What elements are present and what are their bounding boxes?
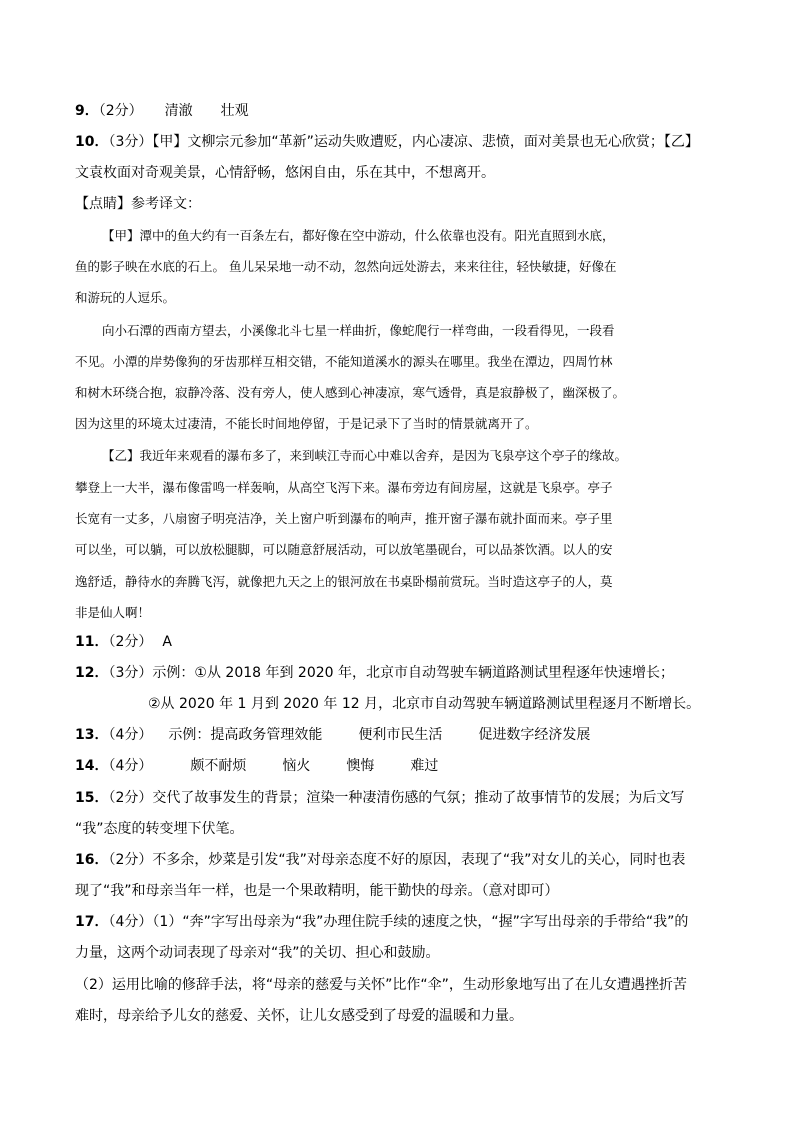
- translation-jia-line: 【甲】潭中的鱼大约有一百条左右，都好像在空中游动，什么依靠也没有。阳光直照到水底，: [102, 228, 615, 243]
- q14-answer-2: 恼火: [282, 758, 311, 774]
- q10-line-1: [75, 133, 699, 151]
- q17-line-2: 力量，这两个动词表现了母亲对“我”的关切、担心和鼓励。: [75, 945, 440, 961]
- q12-number: 12．: [75, 665, 109, 681]
- translation-jia-line: 和游玩的人逗乐。: [75, 290, 176, 305]
- q9-number: 9．: [75, 103, 99, 119]
- q9-line: [75, 102, 249, 120]
- q10-text-1: 【甲】文柳宗元参加“革新”运动失败遭贬，内心凄凉、悲愤，面对美景也无心欣赏；【乙】: [152, 134, 699, 150]
- translation-yi-line: 逸舒适，静待水的奔腾飞泻，就像把九天之上的银河放在书桌卧榻前赏玩。当时造这亭子的人，莫: [75, 574, 613, 589]
- q9-answer-2: 壮观: [220, 103, 249, 119]
- translation-jia-line: 向小石潭的西南方望去，小溪像北斗七星一样曲折，像蛇爬行一样弯曲，一段看得见，一段看: [102, 323, 615, 338]
- q13-answer-3: 促进数字经济发展: [478, 727, 591, 743]
- q17-number: 17．: [75, 914, 109, 930]
- q14-answer-3: 懊悔: [346, 758, 375, 774]
- q15-line-1: [75, 789, 684, 807]
- q17-line-3: （2）运用比喻的修辞手法，将“母亲的慈爱与关怀”比作“伞”，生动形象地写出了在儿女遭遇挫折苦: [75, 977, 687, 993]
- q13-answer-2: 便利市民生活: [358, 727, 443, 743]
- translation-yi-line: 【乙】我近年来观看的瀑布多了，来到峡江寺而心中难以舍弃，是因为飞泉亭这个亭子的缘故。: [102, 448, 628, 463]
- q15-line-2: “我”态度的转变埋下伏笔。: [75, 821, 244, 837]
- q13-score: （4分）: [108, 727, 153, 743]
- q14-answer-4: 难过: [410, 758, 439, 774]
- q14-line: [75, 757, 438, 775]
- q16-number: 16．: [75, 852, 109, 868]
- translation-yi-line: 长宽有一丈多，八扇窗子明亮洁净，关上窗户听到瀑布的响声，推开窗子瀑布就扑面而来。亭子里: [75, 511, 613, 526]
- q17-text-1: （1）“奔”字写出母亲为“我”办理住院手续的速度之快，“握”字写出母亲的手带给“我”的: [152, 914, 689, 930]
- q14-answer-1: 颇不耐烦: [190, 758, 247, 774]
- q14-score: （4分）: [108, 758, 153, 774]
- q15-number: 15．: [75, 790, 109, 806]
- q11-score: （2分）: [108, 634, 153, 650]
- q17-score: （4分）: [108, 914, 153, 930]
- translation-yi-line: 可以坐，可以躺，可以放松腿脚，可以随意舒展活动，可以放笔墨砚台，可以品茶饮酒。以人的安: [75, 542, 613, 557]
- q10-line-2: 文袁枚面对奇观美景，心情舒畅，悠闲自由，乐在其中，不想离开。: [75, 165, 495, 181]
- q16-line-2: 现了“我”和母亲当年一样，也是一个果敢精明，能干勤快的母亲。（意对即可）: [75, 883, 559, 899]
- translation-yi-line: 攀登上一大半，瀑布像雷鸣一样轰响，从高空飞泻下来。瀑布旁边有间房屋，这就是飞泉亭。亭子: [75, 480, 613, 495]
- q13-answer-1: 示例：提高政务管理效能: [168, 727, 323, 743]
- q17-line-4: 难时，母亲给予儿女的慈爱、关怀，让儿女感受到了母爱的温暖和力量。: [75, 1008, 523, 1024]
- translation-jia-line: 因为这里的环境太过凄清，不能长时间地停留，于是记录下了当时的情景就离开了。: [75, 416, 538, 431]
- translation-jia-line: 不见。小潭的岸势像狗的牙齿那样互相交错，不能知道溪水的源头在哪里。我坐在潭边，四周竹林: [75, 354, 613, 369]
- q14-number: 14．: [75, 758, 109, 774]
- q9-answer-1: 清澈: [164, 103, 193, 119]
- translation-yi-line: 非是仙人啊！: [75, 605, 151, 620]
- q12-line-1: [75, 664, 674, 682]
- q10-score: （3分）: [108, 134, 153, 150]
- q17-line-1: [75, 913, 688, 931]
- translation-jia-line: 和树木环绕合抱，寂静冷落、没有旁人，使人感到心神凄凉，寒气透骨，真是寂静极了，幽深极了。: [75, 385, 626, 400]
- q15-score: （2分）: [108, 790, 153, 806]
- dianjing-label: 【点睛】参考译文：: [75, 196, 201, 212]
- q13-line: [75, 726, 590, 744]
- q11-line: [75, 633, 172, 651]
- q12-score: （3分）: [108, 665, 153, 681]
- q16-text-1: 不多余，炒菜是引发“我”对母亲态度不好的原因，表现了“我”对女儿的关心，同时也表: [152, 852, 686, 868]
- q12-line-2: ②从 2020 年 1 月到 2020 年 12 月，北京市自动驾驶车辆道路测试里程逐月不断增长。: [148, 696, 701, 712]
- q11-number: 11．: [75, 634, 109, 650]
- q13-number: 13．: [75, 727, 109, 743]
- q11-answer: A: [162, 634, 172, 650]
- q9-score: （2分）: [98, 103, 143, 119]
- q16-score: （2分）: [108, 852, 153, 868]
- q15-text-1: 交代了故事发生的背景；渲染一种凄清伤感的气氛；推动了故事情节的发展；为后文写: [152, 790, 685, 806]
- q12-text-1: 示例：①从 2018 年到 2020 年，北京市自动驾驶车辆道路测试里程逐年快速增长；: [152, 665, 675, 681]
- translation-jia-line: 鱼的影子映在水底的石上。 鱼儿呆呆地一动不动，忽然向远处游去，来来往往，轻快敏捷，好像在: [75, 259, 617, 274]
- q10-number: 10．: [75, 134, 109, 150]
- q16-line-1: [75, 851, 685, 869]
